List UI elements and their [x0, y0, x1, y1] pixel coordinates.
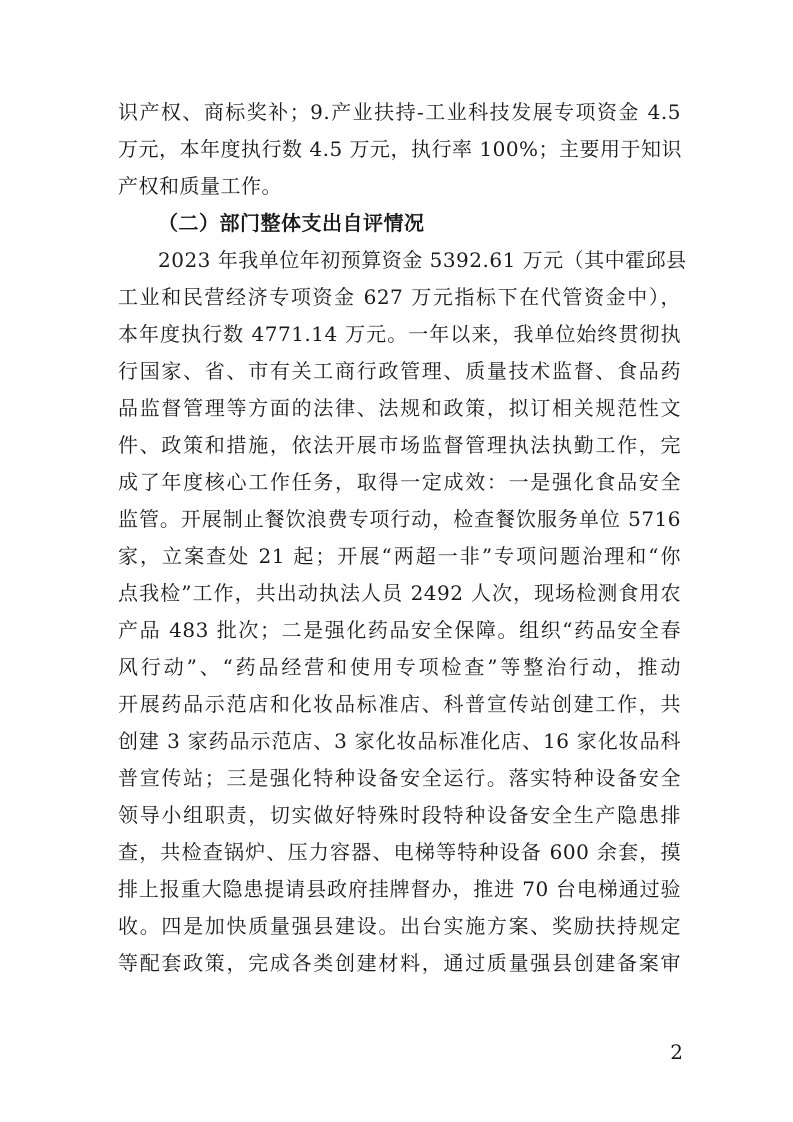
- section-heading: （二）部门整体支出自评情况: [158, 211, 425, 235]
- paragraph-line: 排上报重大隐患提请县政府挂牌督办，推进 70 台电梯通过验: [118, 877, 681, 901]
- page-number: 2: [670, 1040, 683, 1064]
- paragraph-line: 等配套政策，完成各类创建材料，通过质量强县创建备案审: [118, 951, 681, 975]
- paragraph-line: 领导小组职责，切实做好特殊时段特种设备安全生产隐患排: [118, 803, 681, 827]
- paragraph-line: 行国家、省、市有关工商行政管理、质量技术监督、食品药: [118, 359, 681, 383]
- paragraph-line: 风行动”、“药品经营和使用专项检查”等整治行动，推动: [118, 655, 681, 679]
- paragraph-line: 点我检”工作，共出动执法人员 2492 人次，现场检测食用农: [118, 581, 681, 605]
- paragraph-line: 万元，本年度执行数 4.5 万元，执行率 100%；主要用于知识: [118, 137, 683, 161]
- paragraph-line: 家，立案查处 21 起；开展“两超一非”专项问题治理和“你: [118, 544, 681, 568]
- paragraph-line: 2023 年我单位年初预算资金 5392.61 万元（其中霍邱县: [158, 248, 687, 272]
- paragraph-line: 创建 3 家药品示范店、3 家化妆品标准化店、16 家化妆品科: [118, 729, 681, 753]
- paragraph-line: 监管。开展制止餐饮浪费专项行动，检查餐饮服务单位 5716: [118, 507, 681, 531]
- paragraph-line: 品监督管理等方面的法律、法规和政策，拟订相关规范性文: [118, 396, 681, 420]
- body-text: [118, 94, 687, 982]
- paragraph-line: 产权和质量工作。: [118, 174, 282, 198]
- paragraph-line: 产品 483 批次；二是强化药品安全保障。组织“药品安全春: [118, 618, 681, 642]
- paragraph-line: 识产权、商标奖补；9.产业扶持-工业科技发展专项资金 4.5: [118, 100, 681, 124]
- paragraph-line: 普宣传站；三是强化特种设备安全运行。落实特种设备安全: [118, 766, 681, 790]
- paragraph-line: 查，共检查锅炉、压力容器、电梯等特种设备 600 余套，摸: [118, 840, 681, 864]
- paragraph-line: 收。四是加快质量强县建设。出台实施方案、奖励扶持规定: [118, 914, 681, 938]
- paragraph-line: 成了年度核心工作任务，取得一定成效：一是强化食品安全: [118, 470, 681, 494]
- paragraph-line: 开展药品示范店和化妆品标准店、科普宣传站创建工作，共: [118, 692, 681, 716]
- paragraph-line: 本年度执行数 4771.14 万元。一年以来，我单位始终贯彻执: [118, 322, 681, 346]
- paragraph-line: 工业和民营经济专项资金 627 万元指标下在代管资金中），: [118, 285, 681, 309]
- paragraph-line: 件、政策和措施，依法开展市场监督管理执法执勤工作，完: [118, 433, 681, 457]
